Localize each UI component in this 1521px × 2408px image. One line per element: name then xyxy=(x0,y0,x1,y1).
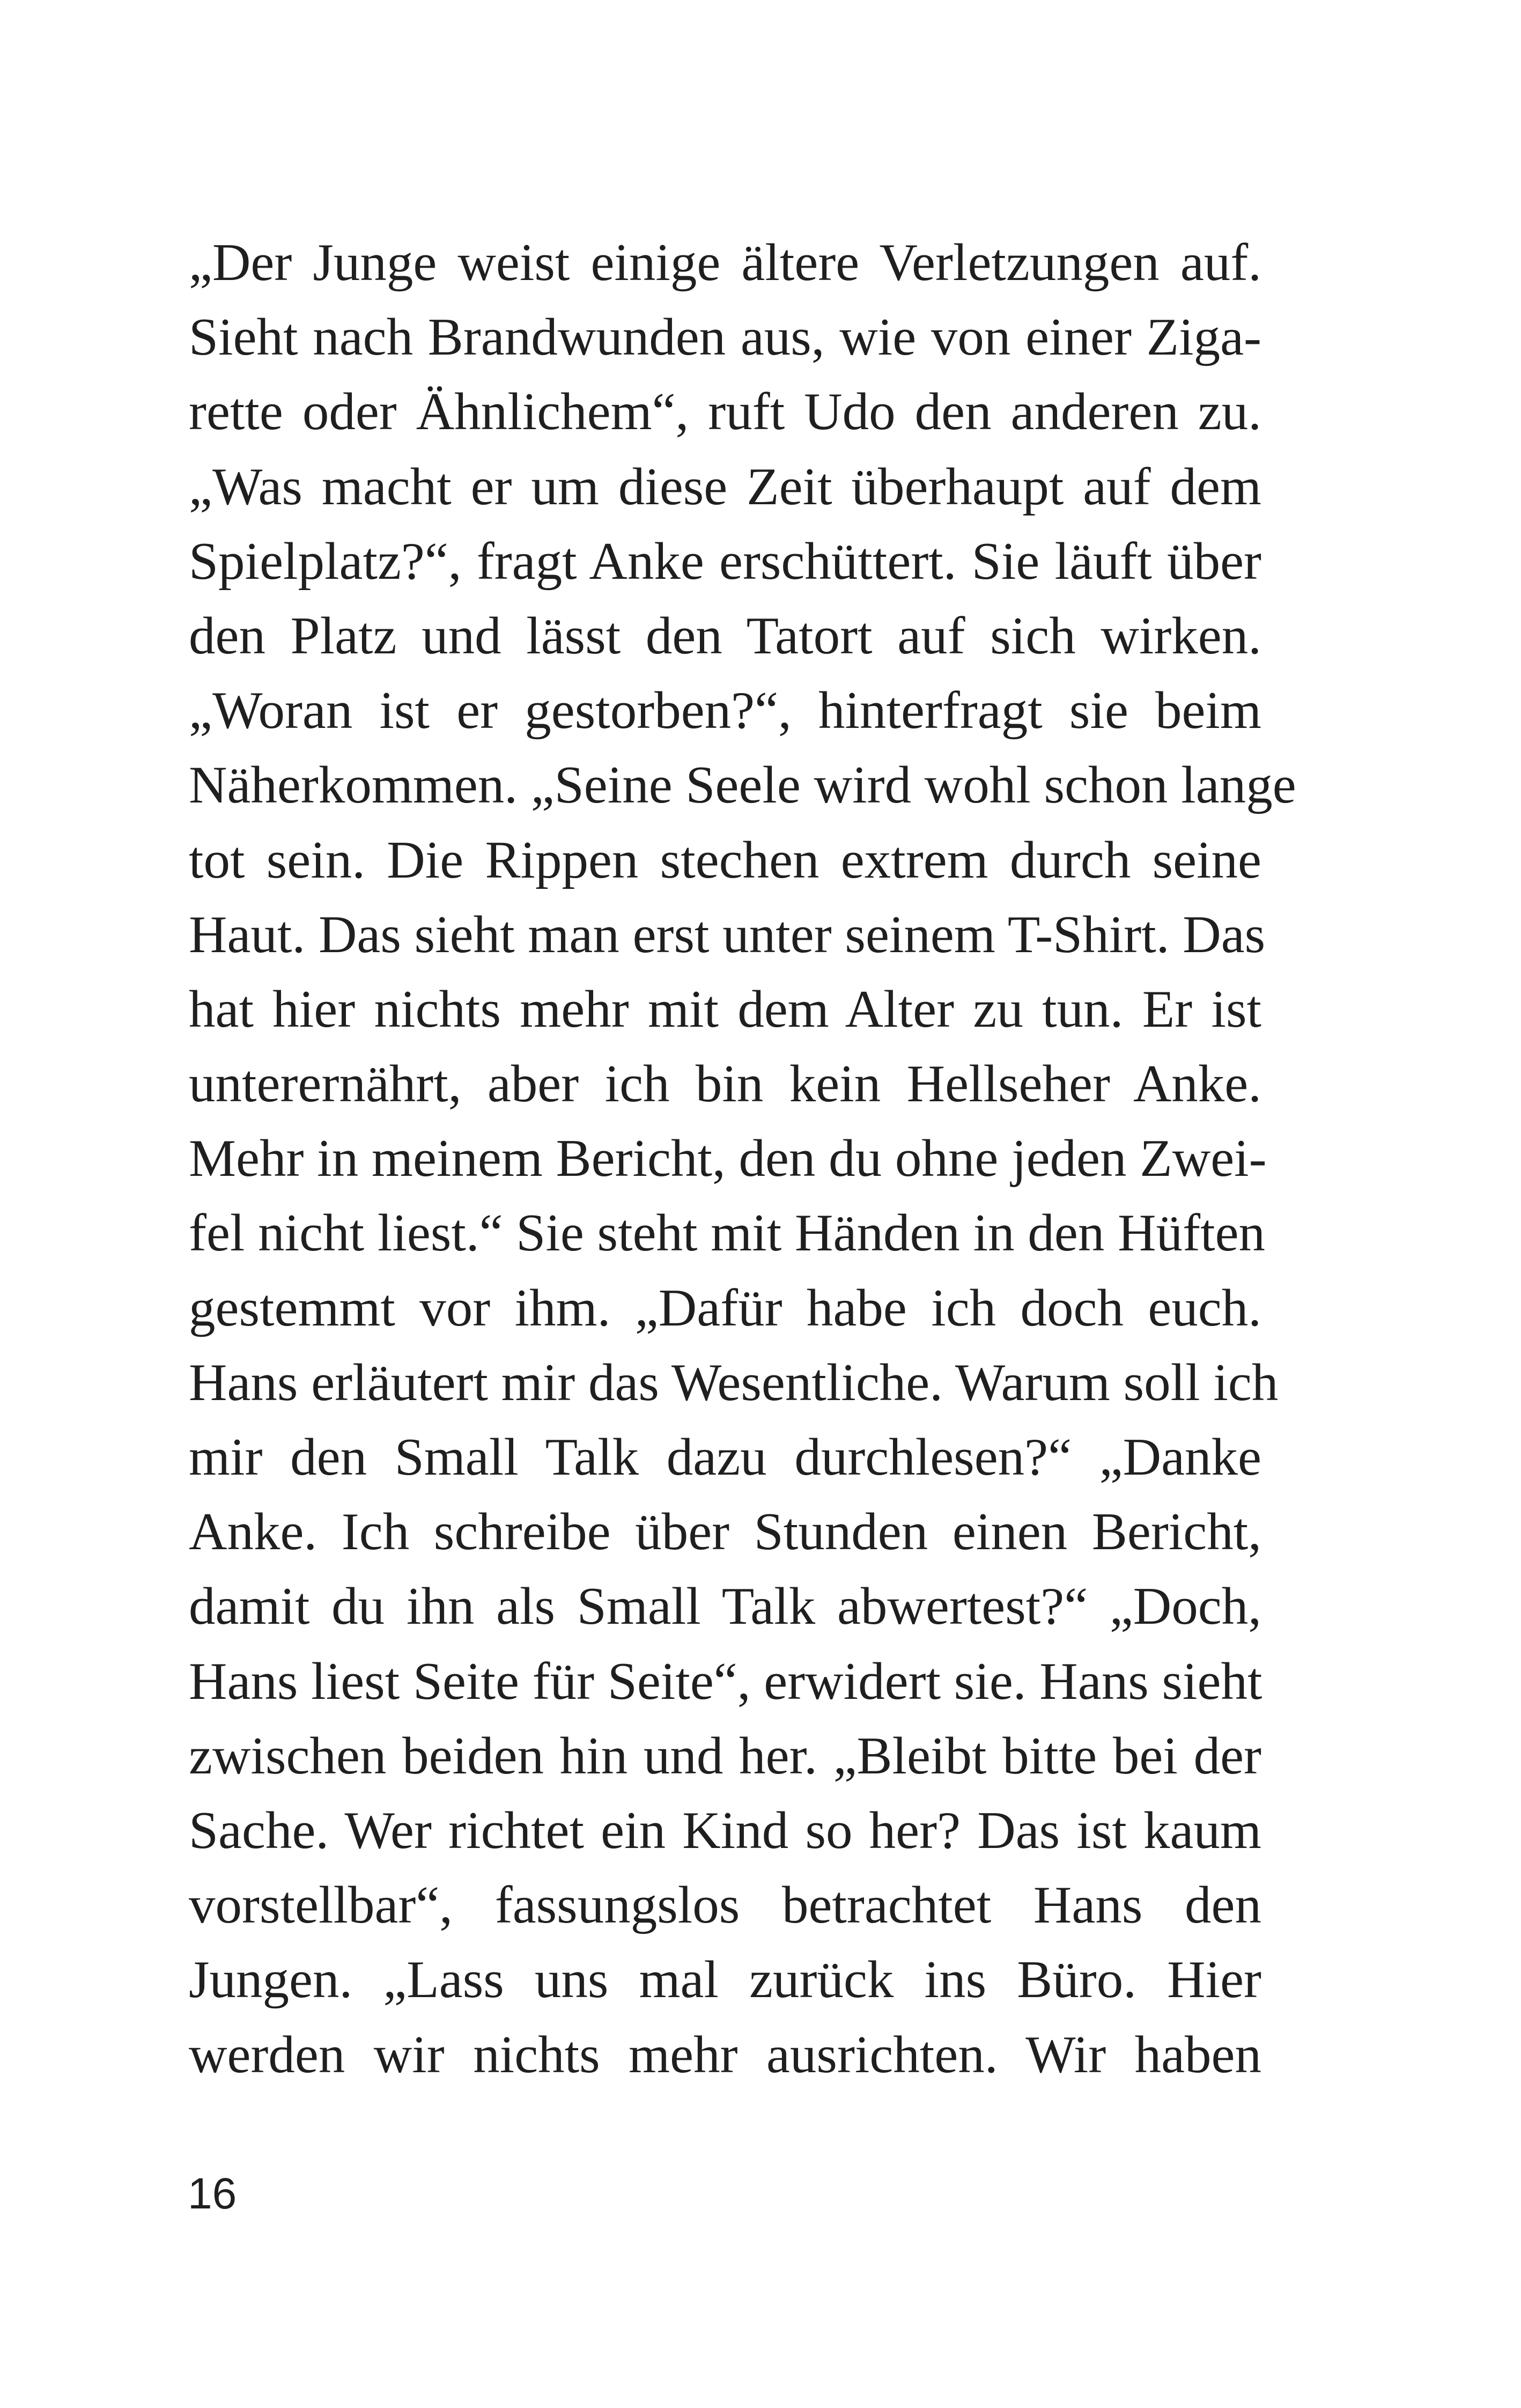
text-line: Mehr in meinem Bericht, den du ohne jeden Zwei- xyxy=(189,1129,1267,1188)
body-text xyxy=(189,225,1296,2092)
text-line: rette oder Ähnlichem“, ruft Udo den anderen zu. xyxy=(189,382,1261,441)
text-line: damit du ihn als Small Talk abwertest?“ „Doch, xyxy=(189,1577,1261,1636)
text-line: vorstellbar“, fassungslos betrachtet Hans den xyxy=(189,1876,1261,1935)
text-line: werden wir nichts mehr ausrichten. Wir haben xyxy=(189,2025,1261,2084)
text-line: „Woran ist er gestorben?“, hinterfragt sie beim xyxy=(189,681,1261,740)
text-line: Haut. Das sieht man erst unter seinem T-Shirt. Das xyxy=(189,905,1266,964)
page-number: 16 xyxy=(188,2169,237,2218)
text-line: „Der Junge weist einige ältere Verletzungen auf. xyxy=(189,233,1261,292)
text-line: Hans liest Seite für Seite“, erwidert sie. Hans sieht xyxy=(189,1652,1262,1711)
text-line: den Platz und lässt den Tatort auf sich wirken. xyxy=(189,606,1261,665)
text-line: Anke. Ich schreibe über Stunden einen Bericht, xyxy=(189,1503,1261,1562)
text-line: Hans erläutert mir das Wesentliche. Warum soll ich xyxy=(189,1353,1279,1412)
text-line: Spielplatz?“, fragt Anke erschüttert. Sie läuft über xyxy=(189,532,1261,591)
text-line: unterernährt, aber ich bin kein Hellseher Anke. xyxy=(189,1055,1261,1114)
text-line: tot sein. Die Rippen stechen extrem durch seine xyxy=(189,830,1261,889)
text-line: Sache. Wer richtet ein Kind so her? Das ist kaum xyxy=(189,1801,1261,1860)
text-line: fel nicht liest.“ Sie steht mit Händen in den Hüften xyxy=(189,1204,1266,1263)
text-line: mir den Small Talk dazu durchlesen?“ „Danke xyxy=(189,1428,1261,1486)
text-line: „Was macht er um diese Zeit überhaupt auf dem xyxy=(189,457,1261,516)
text-line: zwischen beiden hin und her. „Bleibt bitte bei der xyxy=(189,1726,1261,1785)
text-line: hat hier nichts mehr mit dem Alter zu tun. Er ist xyxy=(189,980,1261,1039)
text-line: Jungen. „Lass uns mal zurück ins Büro. Hier xyxy=(189,1950,1261,2009)
text-line: Näherkommen. „Seine Seele wird wohl schon lange xyxy=(189,756,1296,815)
text-line: gestemmt vor ihm. „Dafür habe ich doch euch. xyxy=(189,1278,1261,1337)
text-line: Sieht nach Brandwunden aus, wie von einer Ziga- xyxy=(189,308,1261,367)
